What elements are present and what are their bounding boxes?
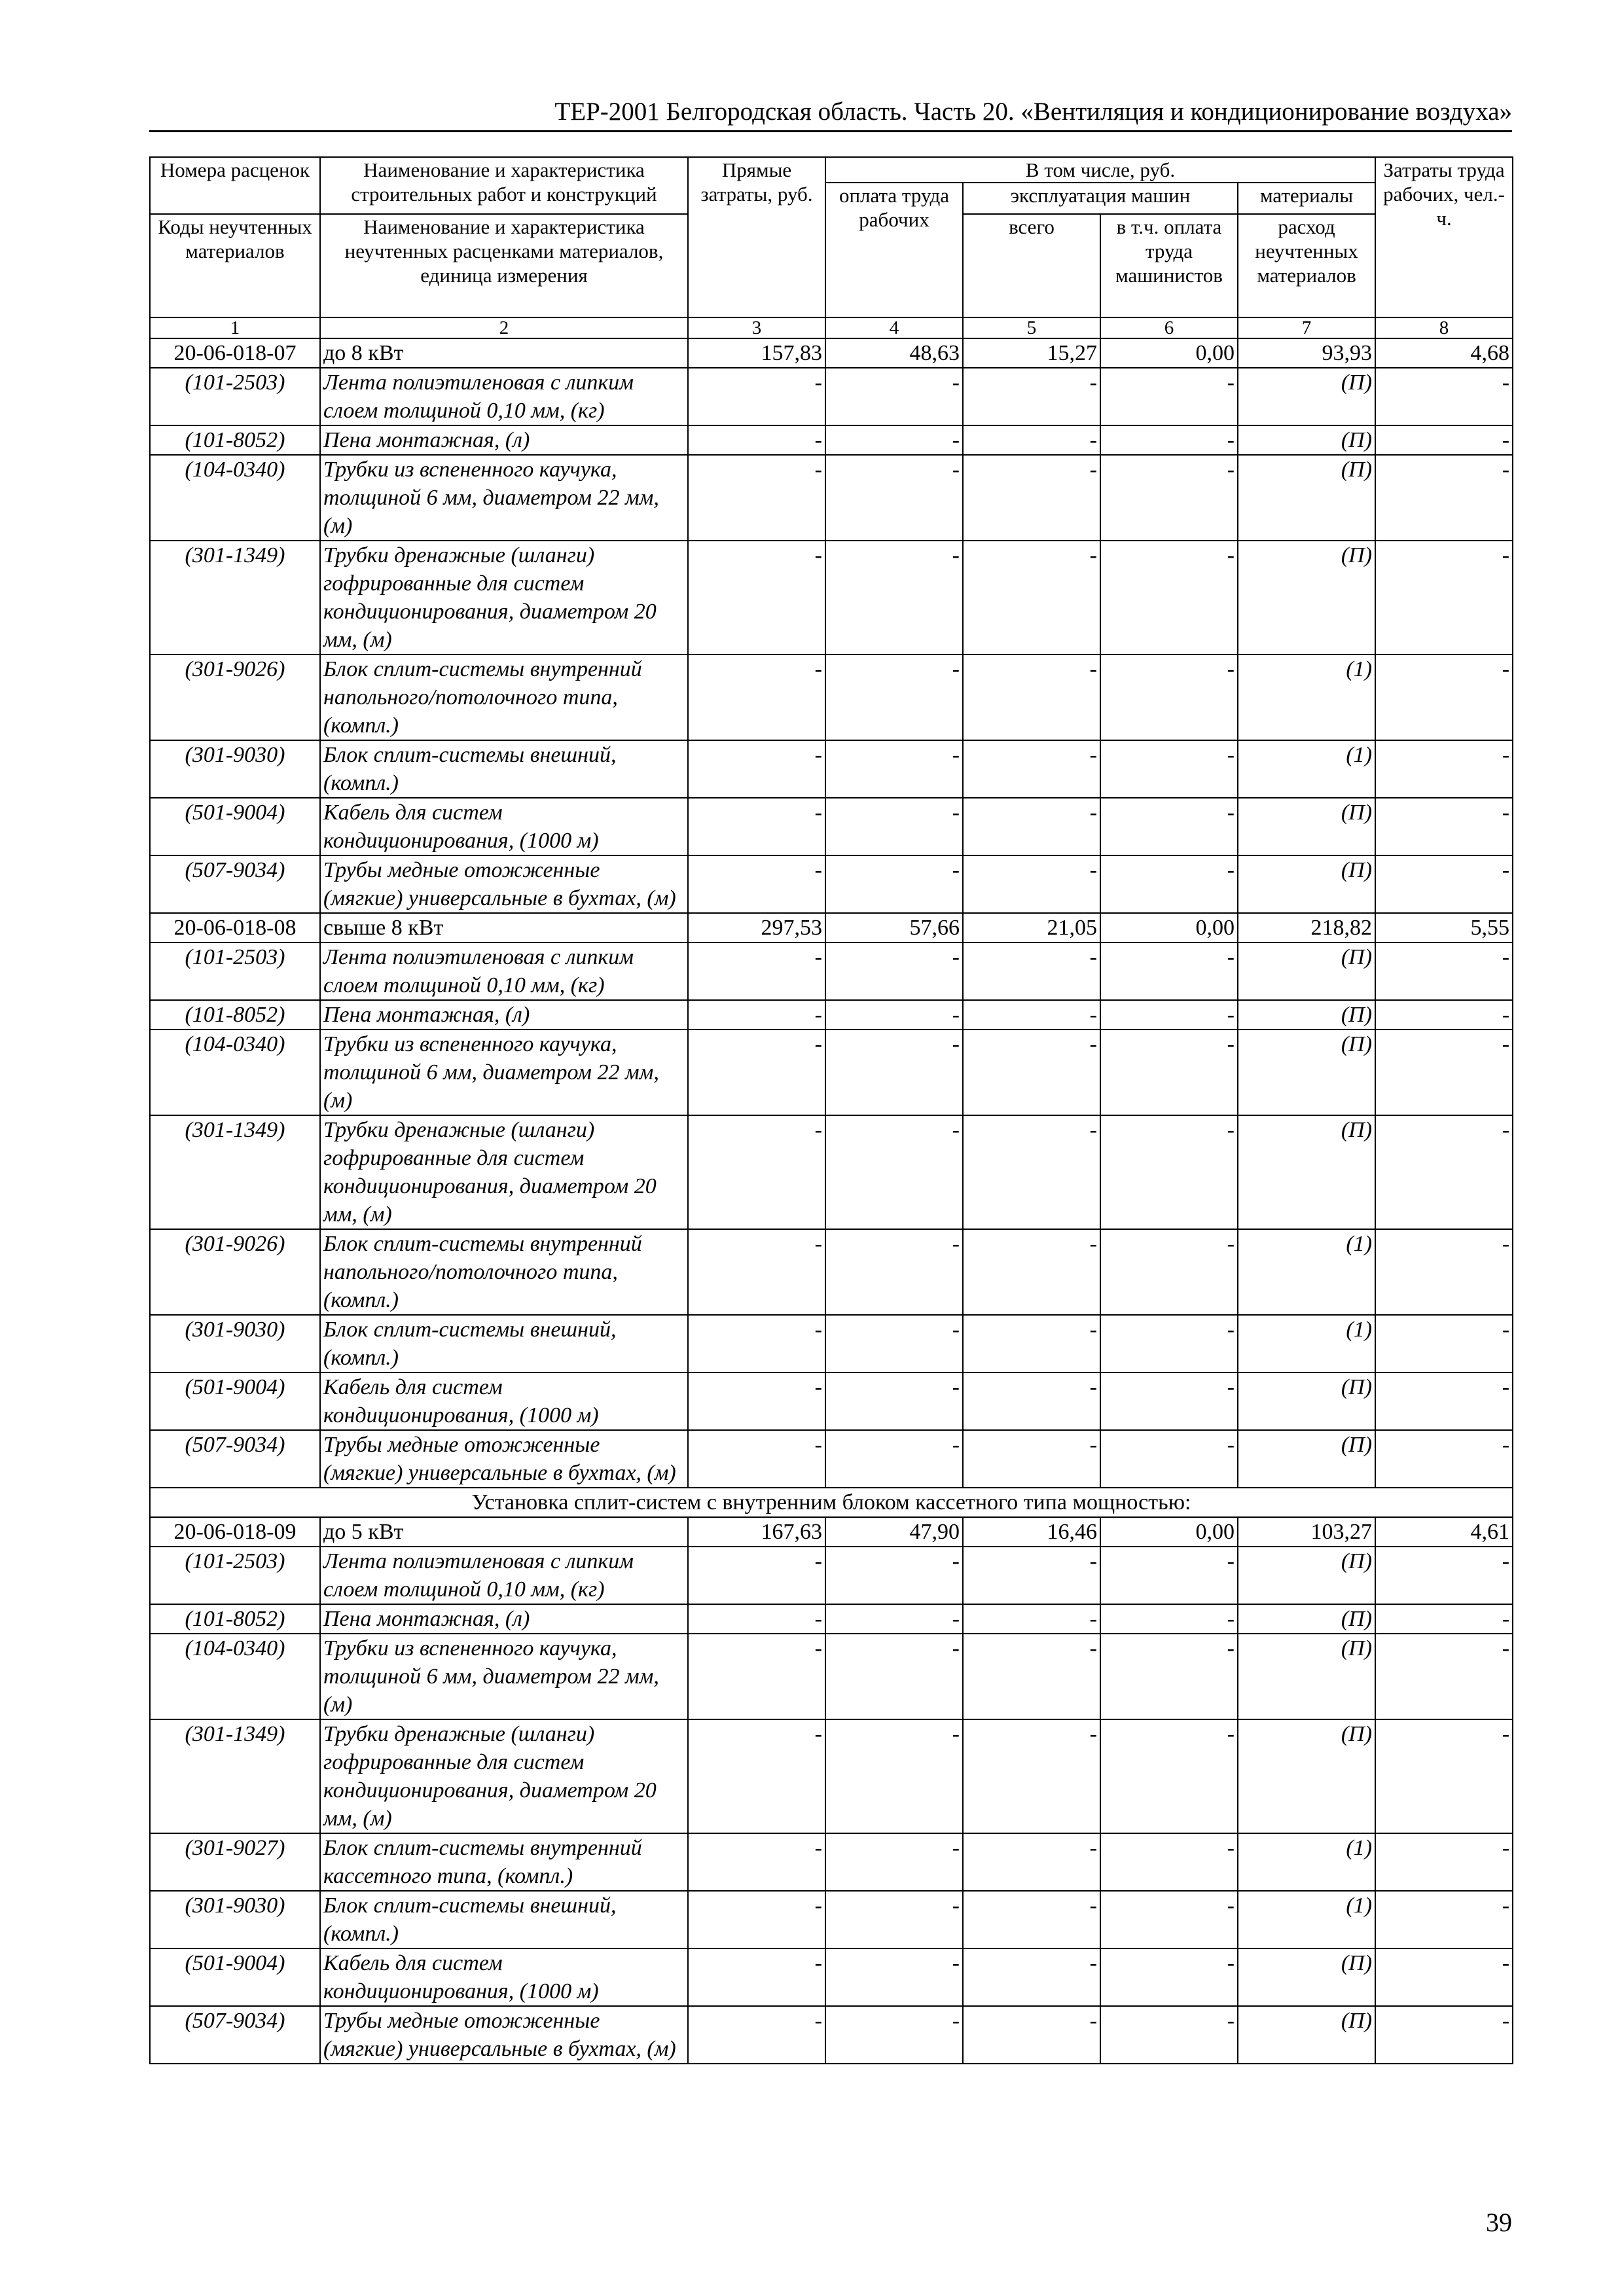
dash-cell: - (688, 855, 825, 913)
material-name: Пена монтажная, (л) (320, 1604, 688, 1634)
material-name: Трубки дренажные (шланги) гофрированные для систем кондиционирования, диаметром 20 мм, (м) (320, 1115, 688, 1229)
header-group-machines: эксплуатация машин (963, 183, 1238, 214)
table-body (150, 338, 1513, 2064)
dash-cell: - (963, 1030, 1100, 1115)
material-row (150, 740, 1513, 798)
dash-cell: - (963, 1833, 1100, 1891)
material-name: Лента полиэтиленовая с липким слоем толщиной 0,10 мм, (кг) (320, 368, 688, 425)
column-number: 6 (1100, 317, 1238, 338)
dash-cell: - (1100, 1948, 1238, 2006)
material-name: Трубки из вспененного каучука, толщиной 6 мм, диаметром 22 мм, (м) (320, 1030, 688, 1115)
dash-cell: - (825, 1948, 963, 2006)
material-code: (104-0340) (150, 1634, 320, 1719)
dash-cell: - (1100, 942, 1238, 1000)
dash-cell: - (825, 1604, 963, 1634)
dash-cell: - (1375, 855, 1513, 913)
material-name: Пена монтажная, (л) (320, 1000, 688, 1030)
material-name: Блок сплит-системы внешний, (компл.) (320, 740, 688, 798)
material-mark: (П) (1238, 798, 1375, 855)
dash-cell: - (688, 1430, 825, 1488)
dash-cell: - (1100, 1229, 1238, 1315)
dash-cell: - (1375, 655, 1513, 740)
dash-cell: - (1100, 655, 1238, 740)
dash-cell: - (1375, 1372, 1513, 1430)
material-mark: (П) (1238, 1604, 1375, 1634)
rate-row (150, 338, 1513, 368)
material-row (150, 2006, 1513, 2064)
dash-cell: - (688, 1948, 825, 2006)
dash-cell: - (825, 1719, 963, 1833)
dash-cell: - (1100, 1000, 1238, 1030)
rate-code: 20-06-018-08 (150, 913, 320, 942)
material-row (150, 798, 1513, 855)
material-mark: (П) (1238, 455, 1375, 541)
material-row (150, 1719, 1513, 1833)
rate-labor-hours: 4,68 (1375, 338, 1513, 368)
dash-cell: - (1100, 855, 1238, 913)
rate-labor-cost: 57,66 (825, 913, 963, 942)
dash-cell: - (688, 1315, 825, 1372)
dash-cell: - (688, 942, 825, 1000)
dash-cell: - (1100, 368, 1238, 425)
dash-cell: - (963, 1115, 1100, 1229)
material-mark: (П) (1238, 541, 1375, 655)
dash-cell: - (963, 1634, 1100, 1719)
material-code: (101-2503) (150, 942, 320, 1000)
dash-cell: - (825, 425, 963, 455)
material-name: Блок сплит-системы внешний, (компл.) (320, 1315, 688, 1372)
dash-cell: - (825, 942, 963, 1000)
material-mark: (П) (1238, 2006, 1375, 2064)
section-title: Установка сплит-систем с внутренним блоком кассетного типа мощностью: (150, 1488, 1513, 1517)
header-col5: всего (963, 214, 1100, 317)
rate-code: 20-06-018-07 (150, 338, 320, 368)
rate-materials-cost: 218,82 (1238, 913, 1375, 942)
dash-cell: - (825, 1030, 963, 1115)
dash-cell: - (825, 1315, 963, 1372)
dash-cell: - (1100, 455, 1238, 541)
dash-cell: - (688, 1115, 825, 1229)
dash-cell: - (688, 1634, 825, 1719)
dash-cell: - (1100, 1315, 1238, 1372)
material-code: (104-0340) (150, 455, 320, 541)
rate-direct-cost: 297,53 (688, 913, 825, 942)
material-name: Трубы медные отожженные (мягкие) универсальные в бухтах, (м) (320, 855, 688, 913)
material-name: Трубы медные отожженные (мягкие) универсальные в бухтах, (м) (320, 1430, 688, 1488)
rate-name: до 5 кВт (320, 1517, 688, 1547)
rate-labor-cost: 48,63 (825, 338, 963, 368)
dash-cell: - (688, 1891, 825, 1948)
column-number: 3 (688, 317, 825, 338)
dash-cell: - (688, 1030, 825, 1115)
rate-labor-cost: 47,90 (825, 1517, 963, 1547)
dash-cell: - (1100, 1547, 1238, 1604)
dash-cell: - (963, 655, 1100, 740)
dash-cell: - (1375, 942, 1513, 1000)
dash-cell: - (1375, 1719, 1513, 1833)
dash-cell: - (825, 1229, 963, 1315)
material-name: Трубки дренажные (шланги) гофрированные для систем кондиционирования, диаметром 20 мм, (м) (320, 541, 688, 655)
dash-cell: - (1375, 740, 1513, 798)
dash-cell: - (1100, 1604, 1238, 1634)
dash-cell: - (963, 1000, 1100, 1030)
running-header: ТЕР-2001 Белгородская область. Часть 20. «Вентиляция и кондиционирование воздуха» (554, 98, 1512, 126)
dash-cell: - (825, 740, 963, 798)
dash-cell: - (825, 1833, 963, 1891)
header-col2-top: Наименование и характеристика строительных работ и конструкций (320, 157, 688, 214)
dash-cell: - (688, 425, 825, 455)
material-name: Трубки дренажные (шланги) гофрированные для систем кондиционирования, диаметром 20 мм, (м) (320, 1719, 688, 1833)
rate-direct-cost: 157,83 (688, 338, 825, 368)
material-mark: (1) (1238, 1891, 1375, 1948)
dash-cell: - (1100, 541, 1238, 655)
dash-cell: - (825, 655, 963, 740)
material-row (150, 1315, 1513, 1372)
material-name: Трубы медные отожженные (мягкие) универсальные в бухтах, (м) (320, 2006, 688, 2064)
rate-labor-hours: 4,61 (1375, 1517, 1513, 1547)
dash-cell: - (825, 1891, 963, 1948)
dash-cell: - (1100, 2006, 1238, 2064)
rate-row (150, 913, 1513, 942)
dash-cell: - (1375, 2006, 1513, 2064)
column-number: 4 (825, 317, 963, 338)
material-row (150, 1604, 1513, 1634)
material-code: (507-9034) (150, 855, 320, 913)
dash-cell: - (1375, 455, 1513, 541)
column-number: 8 (1375, 317, 1513, 338)
dash-cell: - (963, 1948, 1100, 2006)
dash-cell: - (688, 655, 825, 740)
dash-cell: - (825, 855, 963, 913)
material-name: Лента полиэтиленовая с липким слоем толщиной 0,10 мм, (кг) (320, 1547, 688, 1604)
rate-operators-cost: 0,00 (1100, 1517, 1238, 1547)
dash-cell: - (825, 1000, 963, 1030)
dash-cell: - (688, 1000, 825, 1030)
dash-cell: - (963, 1430, 1100, 1488)
column-number: 7 (1238, 317, 1375, 338)
header-group-incl: В том числе, руб. (825, 157, 1375, 183)
material-mark: (1) (1238, 1229, 1375, 1315)
material-name: Трубки из вспененного каучука, толщиной 6 мм, диаметром 22 мм, (м) (320, 455, 688, 541)
material-row (150, 455, 1513, 541)
dash-cell: - (1375, 1115, 1513, 1229)
material-name: Кабель для систем кондиционирования, (1000 м) (320, 1372, 688, 1430)
material-code: (101-2503) (150, 1547, 320, 1604)
material-mark: (П) (1238, 942, 1375, 1000)
material-code: (501-9004) (150, 798, 320, 855)
rate-machines-cost: 21,05 (963, 913, 1100, 942)
page-number: 39 (1486, 2208, 1512, 2237)
dash-cell: - (688, 2006, 825, 2064)
dash-cell: - (1100, 1833, 1238, 1891)
material-code: (301-1349) (150, 1115, 320, 1229)
dash-cell: - (1375, 1891, 1513, 1948)
dash-cell: - (963, 1372, 1100, 1430)
rate-materials-cost: 103,27 (1238, 1517, 1375, 1547)
dash-cell: - (963, 1719, 1100, 1833)
material-mark: (1) (1238, 655, 1375, 740)
dash-cell: - (963, 1229, 1100, 1315)
dash-cell: - (1100, 798, 1238, 855)
table-header (150, 157, 1513, 338)
dash-cell: - (963, 855, 1100, 913)
header-col1-top: Номера расценок (150, 157, 320, 214)
dash-cell: - (688, 1719, 825, 1833)
header-col4: оплата труда рабочих (825, 183, 963, 317)
dash-cell: - (1100, 1719, 1238, 1833)
header-group-materials: материалы (1238, 183, 1375, 214)
column-number: 2 (320, 317, 688, 338)
material-row (150, 655, 1513, 740)
material-row (150, 425, 1513, 455)
dash-cell: - (825, 1634, 963, 1719)
material-mark: (П) (1238, 1115, 1375, 1229)
dash-cell: - (1375, 541, 1513, 655)
material-code: (301-9030) (150, 1891, 320, 1948)
material-mark: (П) (1238, 1634, 1375, 1719)
dash-cell: - (1375, 368, 1513, 425)
dash-cell: - (963, 541, 1100, 655)
dash-cell: - (825, 1115, 963, 1229)
material-row (150, 1634, 1513, 1719)
dash-cell: - (1100, 1891, 1238, 1948)
dash-cell: - (688, 1604, 825, 1634)
rates-table (149, 156, 1513, 2064)
material-code: (301-9030) (150, 740, 320, 798)
dash-cell: - (963, 942, 1100, 1000)
material-row (150, 1547, 1513, 1604)
dash-cell: - (1375, 1315, 1513, 1372)
material-name: Блок сплит-системы внешний, (компл.) (320, 1891, 688, 1948)
dash-cell: - (963, 740, 1100, 798)
dash-cell: - (1375, 1948, 1513, 2006)
material-code: (101-8052) (150, 1604, 320, 1634)
material-name: Кабель для систем кондиционирования, (1000 м) (320, 798, 688, 855)
dash-cell: - (1100, 1430, 1238, 1488)
dash-cell: - (1375, 425, 1513, 455)
material-row (150, 1000, 1513, 1030)
rate-operators-cost: 0,00 (1100, 338, 1238, 368)
material-mark: (П) (1238, 1948, 1375, 2006)
dash-cell: - (688, 541, 825, 655)
rate-name: до 8 кВт (320, 338, 688, 368)
material-name: Блок сплит-системы внутренний напольного/потолочного типа, (компл.) (320, 655, 688, 740)
dash-cell: - (1100, 425, 1238, 455)
material-code: (101-8052) (150, 425, 320, 455)
material-name: Пена монтажная, (л) (320, 425, 688, 455)
dash-cell: - (1375, 1030, 1513, 1115)
material-row (150, 368, 1513, 425)
dash-cell: - (688, 368, 825, 425)
dash-cell: - (688, 1372, 825, 1430)
dash-cell: - (963, 455, 1100, 541)
dash-cell: - (825, 1547, 963, 1604)
material-row (150, 1372, 1513, 1430)
dash-cell: - (1100, 1372, 1238, 1430)
dash-cell: - (825, 1430, 963, 1488)
rate-code: 20-06-018-09 (150, 1517, 320, 1547)
dash-cell: - (825, 2006, 963, 2064)
material-name: Кабель для систем кондиционирования, (1000 м) (320, 1948, 688, 2006)
material-code: (501-9004) (150, 1372, 320, 1430)
rate-operators-cost: 0,00 (1100, 913, 1238, 942)
dash-cell: - (963, 1891, 1100, 1948)
dash-cell: - (688, 1833, 825, 1891)
material-mark: (П) (1238, 1719, 1375, 1833)
material-mark: (П) (1238, 1547, 1375, 1604)
material-row (150, 1030, 1513, 1115)
material-row (150, 855, 1513, 913)
material-mark: (П) (1238, 1030, 1375, 1115)
material-row (150, 942, 1513, 1000)
dash-cell: - (963, 425, 1100, 455)
material-row (150, 1891, 1513, 1948)
material-mark: (1) (1238, 1315, 1375, 1372)
material-row (150, 1430, 1513, 1488)
material-code: (301-9026) (150, 1229, 320, 1315)
material-row (150, 541, 1513, 655)
material-code: (507-9034) (150, 2006, 320, 2064)
dash-cell: - (1375, 798, 1513, 855)
material-code: (301-9030) (150, 1315, 320, 1372)
dash-cell: - (963, 1547, 1100, 1604)
dash-cell: - (825, 455, 963, 541)
material-name: Блок сплит-системы внутренний напольного/потолочного типа, (компл.) (320, 1229, 688, 1315)
rate-direct-cost: 167,63 (688, 1517, 825, 1547)
material-code: (301-1349) (150, 1719, 320, 1833)
dash-cell: - (1100, 1115, 1238, 1229)
material-code: (507-9034) (150, 1430, 320, 1488)
material-mark: (П) (1238, 855, 1375, 913)
material-code: (301-9027) (150, 1833, 320, 1891)
dash-cell: - (825, 541, 963, 655)
header-col2-bottom: Наименование и характеристика неучтенных расценками материалов, единица измерения (320, 214, 688, 317)
dash-cell: - (1375, 1430, 1513, 1488)
dash-cell: - (1375, 1604, 1513, 1634)
dash-cell: - (688, 455, 825, 541)
dash-cell: - (963, 1315, 1100, 1372)
material-mark: (1) (1238, 1833, 1375, 1891)
dash-cell: - (963, 1604, 1100, 1634)
material-row (150, 1229, 1513, 1315)
dash-cell: - (1375, 1547, 1513, 1604)
material-name: Трубки из вспененного каучука, толщиной 6 мм, диаметром 22 мм, (м) (320, 1634, 688, 1719)
header-rule (149, 130, 1512, 132)
header-col8: Затраты труда рабочих, чел.-ч. (1375, 157, 1513, 317)
material-code: (301-9026) (150, 655, 320, 740)
material-mark: (П) (1238, 368, 1375, 425)
dash-cell: - (688, 798, 825, 855)
material-code: (101-8052) (150, 1000, 320, 1030)
material-code: (501-9004) (150, 1948, 320, 2006)
material-code: (104-0340) (150, 1030, 320, 1115)
dash-cell: - (688, 1547, 825, 1604)
dash-cell: - (1375, 1000, 1513, 1030)
material-mark: (1) (1238, 740, 1375, 798)
rate-machines-cost: 15,27 (963, 338, 1100, 368)
section-row (150, 1488, 1513, 1517)
header-col3: Прямые затраты, руб. (688, 157, 825, 317)
header-col7: расход неучтенных материалов (1238, 214, 1375, 317)
dash-cell: - (1375, 1833, 1513, 1891)
material-row (150, 1833, 1513, 1891)
rate-machines-cost: 16,46 (963, 1517, 1100, 1547)
rate-labor-hours: 5,55 (1375, 913, 1513, 942)
material-code: (301-1349) (150, 541, 320, 655)
dash-cell: - (963, 368, 1100, 425)
dash-cell: - (1100, 1634, 1238, 1719)
dash-cell: - (963, 2006, 1100, 2064)
dash-cell: - (1375, 1634, 1513, 1719)
header-col6: в т.ч. оплата труда машинистов (1100, 214, 1238, 317)
dash-cell: - (1100, 740, 1238, 798)
material-mark: (П) (1238, 425, 1375, 455)
dash-cell: - (963, 798, 1100, 855)
material-mark: (П) (1238, 1000, 1375, 1030)
material-row (150, 1948, 1513, 2006)
dash-cell: - (688, 740, 825, 798)
dash-cell: - (1100, 1030, 1238, 1115)
column-number: 5 (963, 317, 1100, 338)
rate-row (150, 1517, 1513, 1547)
material-mark: (П) (1238, 1430, 1375, 1488)
material-row (150, 1115, 1513, 1229)
dash-cell: - (688, 1229, 825, 1315)
dash-cell: - (825, 798, 963, 855)
material-mark: (П) (1238, 1372, 1375, 1430)
column-number: 1 (150, 317, 320, 338)
header-col1-bottom: Коды неучтенных материалов (150, 214, 320, 317)
dash-cell: - (1375, 1229, 1513, 1315)
dash-cell: - (825, 1372, 963, 1430)
material-name: Лента полиэтиленовая с липким слоем толщиной 0,10 мм, (кг) (320, 942, 688, 1000)
material-name: Блок сплит-системы внутренний кассетного типа, (компл.) (320, 1833, 688, 1891)
material-code: (101-2503) (150, 368, 320, 425)
rate-materials-cost: 93,93 (1238, 338, 1375, 368)
dash-cell: - (825, 368, 963, 425)
rate-name: свыше 8 кВт (320, 913, 688, 942)
